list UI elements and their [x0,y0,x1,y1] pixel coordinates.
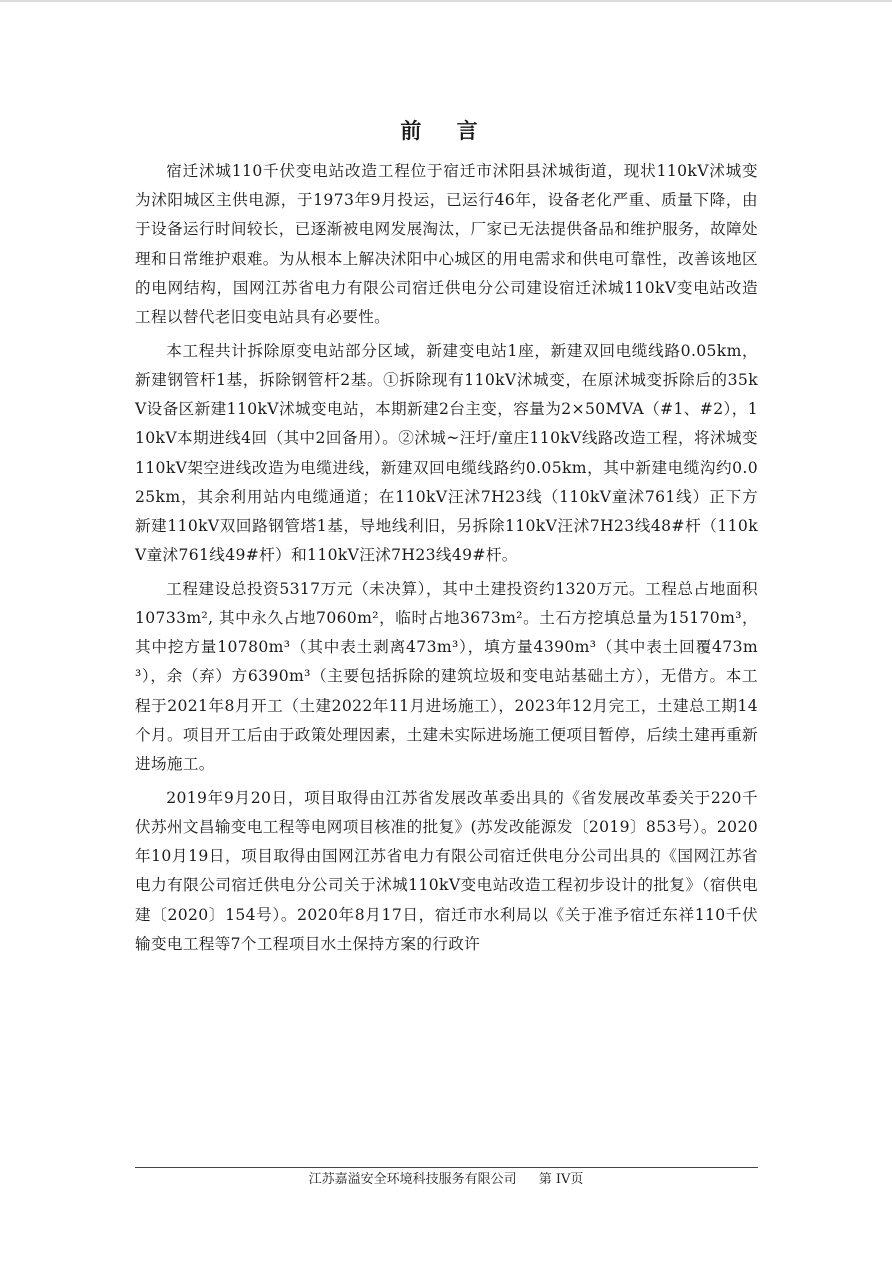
footer-divider [135,1167,758,1168]
page-title: 前 言 [400,118,492,143]
paragraph-scope: 本工程共计拆除原变电站部分区域，新建变电站1座，新建双回电缆线路0.05km，新建钢管杆1基，拆除钢管杆2基。①拆除现有110kV沭城变，在原沭城变拆除后的35kV设备区新建110kV沭城变电站，本期新建2台主变，容量为2×50MVA（#1、#2），110kV本期进线4回（其中2回备用）。②沭城~汪圩/童庄110kV线路改造工程，将沭城变110kV架空进线改造为电缆进线，新建双回电缆线路约0.05km，其中新建电缆沟约0.025km，其余利用站内电缆通道；在110kV汪沭7H23线（110kV童沭761线）正下方新建110kV双回路钢管塔1基，导地线利旧，另拆除110kV汪沭7H23线48#杆（110kV童沭761线49#杆）和110kV汪沭7H23线49#杆。 [135,341,758,565]
paragraph-investment: 工程建设总投资5317万元（未决算），其中土建投资约1320万元。工程总占地面积10733m², 其中永久占地7060m²，临时占地3673m²。土石方挖填总量为15170m³，其中挖方量10780m³（其中表土剥离473m³），填方量4390m³（其中表土回覆473m³），余（弃）方6390m³（主要包括拆除的建筑垃圾和变电站基础土方），无借方。本工程于2021年8月开工（土建2022年11月进场施工），2023年12月完工，土建总工期14个月。项目开工后由于政策处理因素，土建未实际进场施工便项目暂停，后续土建再重新进场施工。 [135,579,758,774]
paragraph-background: 宿迁沭城110千伏变电站改造工程位于宿迁市沭阳县沭城街道，现状110kV沭城变为沭阳城区主供电源，于1973年9月投运，已运行46年，设备老化严重、质量下降，由于设备运行时间较长，已逐渐被电网发展淘汰，厂家已无法提供备品和维护服务，故障处理和日常维护艰难。为从根本上解决沭阳中心城区的用电需求和供电可靠性，改善该地区的电网结构，国网江苏省电力有限公司宿迁供电分公司建设宿迁沭城110kV变电站改造工程以替代老旧变电站具有必要性。 [135,162,758,327]
paragraph-approvals: 2019年9月20日，项目取得由江苏省发展改革委出具的《省发展改革委关于220千伏苏州文昌输变电工程等电网项目核准的批复》(苏发改能源发〔2019〕853号）。2020年10月19日，项目取得由国网江苏省电力有限公司宿迁供电分公司出具的《国网江苏省电力有限公司宿迁供电分公司关于沭城110kV变电站改造工程初步设计的批复》（宿供电建〔2020〕154号）。2020年8月17日，宿迁市水利局以《关于准予宿迁东祥110千伏输变电工程等7个工程项目水土保持方案的行政许 [135,788,758,953]
top-edge-rule [0,0,892,2]
body-text [135,157,758,963]
footer-page-number: 第 IV页 [538,1172,584,1187]
page-footer [0,1170,892,1190]
footer-company: 江苏嘉溢安全环境科技服务有限公司 [308,1172,517,1187]
